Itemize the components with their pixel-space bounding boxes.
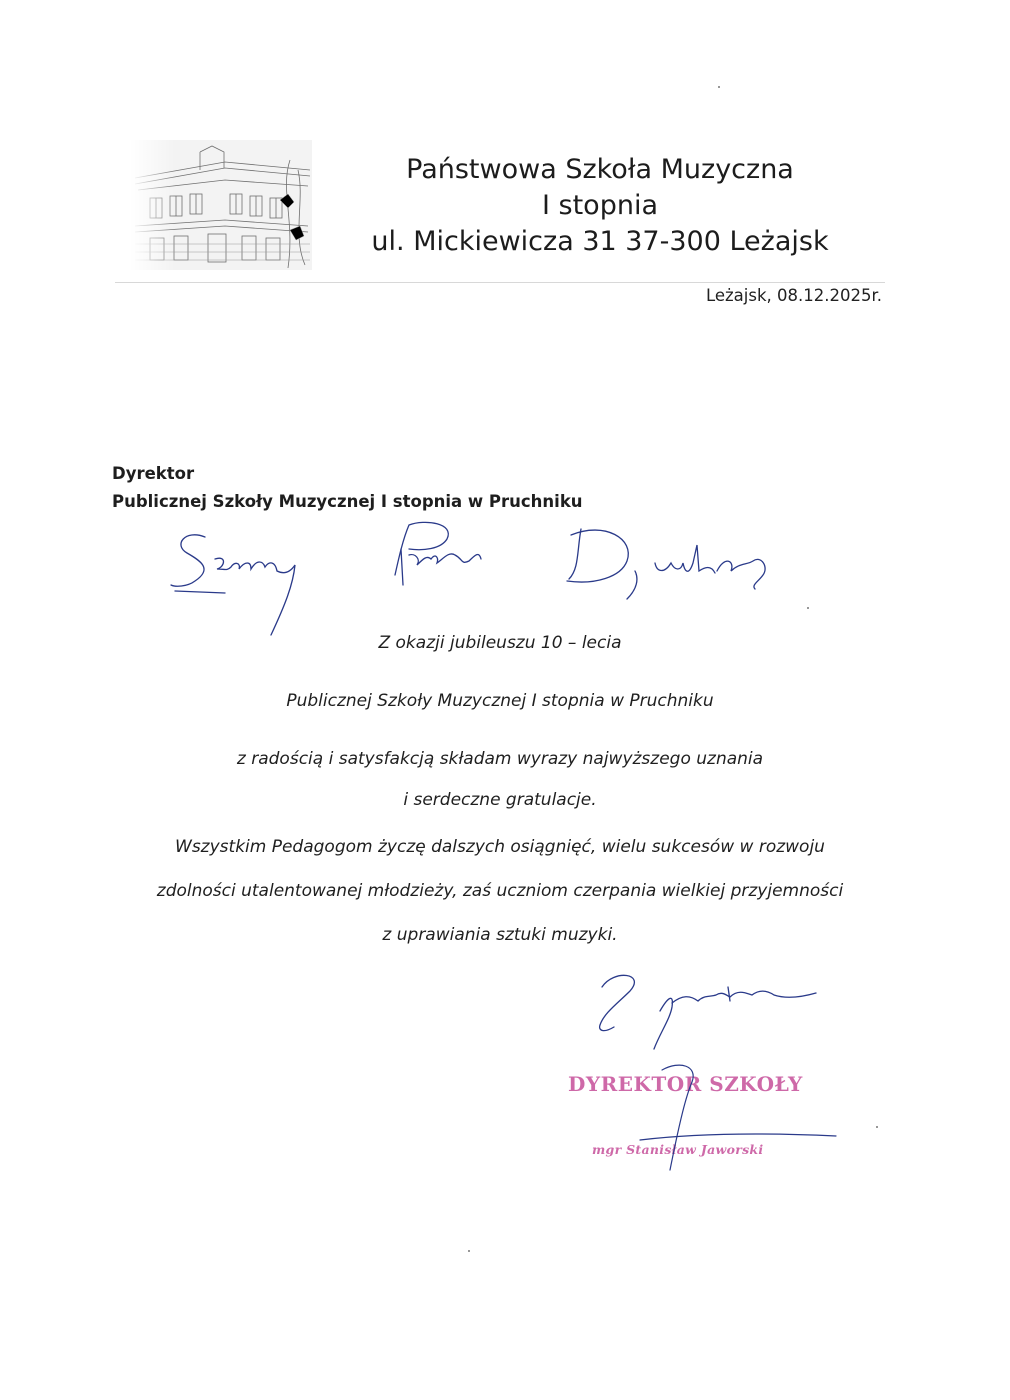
letterhead-text — [330, 152, 870, 260]
body-line-3: z radością i satysfakcją składam wyrazy najwyższego uznania — [236, 749, 764, 769]
signature-over-stamp — [600, 1060, 840, 1180]
stamp-name: mgr Stanisław Jaworski — [592, 1142, 764, 1157]
letterhead-divider — [115, 282, 885, 283]
stamp-title: DYREKTOR SZKOŁY — [568, 1072, 803, 1096]
body-line-2: Publicznej Szkoły Muzycznej I stopnia w Pruchniku — [286, 691, 714, 711]
body-line-7: z uprawiania sztuki muzyki. — [382, 925, 618, 945]
school-level: I stopnia — [541, 190, 658, 221]
letter-date: Leżajsk, 08.12.2025r. — [705, 286, 882, 305]
body-line-1: Z okazji jubileuszu 10 – lecia — [378, 633, 622, 653]
body-line-6: zdolności utalentowanej młodzieży, zaś uczniom czerpania wielkiej przyjemności — [156, 881, 844, 901]
handwritten-salutation — [165, 515, 785, 645]
addressee-institution: Publicznej Szkoły Muzycznej I stopnia w Pruchniku — [112, 492, 583, 511]
addressee-title: Dyrektor — [112, 464, 195, 483]
scan-speck — [807, 607, 809, 609]
addressee — [112, 460, 583, 516]
school-name: Państwowa Szkoła Muzyczna — [406, 154, 794, 185]
handwritten-closing — [590, 965, 830, 1055]
school-building-logo — [130, 140, 312, 270]
body-line-4: i serdeczne gratulacje. — [403, 790, 597, 810]
scan-speck — [468, 1250, 470, 1252]
school-address: ul. Mickiewicza 31 37-300 Leżajsk — [371, 226, 829, 257]
scan-speck — [876, 1126, 878, 1128]
scan-speck — [718, 86, 720, 88]
body-line-5: Wszystkim Pedagogom życzę dalszych osiągnięć, wielu sukcesów w rozwoju — [175, 837, 825, 857]
